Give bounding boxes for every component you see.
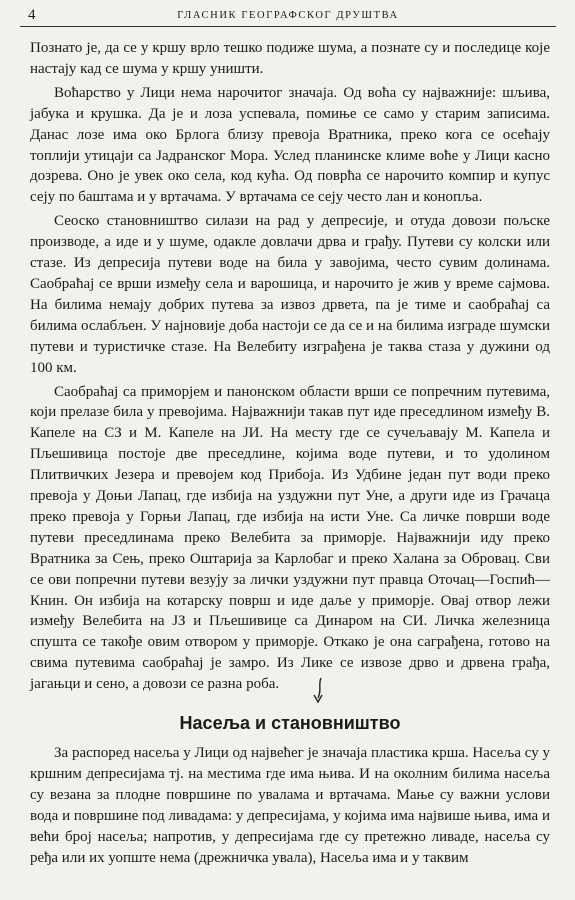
page-number: 4 xyxy=(28,7,36,23)
paragraph: Сеоско становништво силази на рад у депресије, и отуда довози пољске производе, а иде и у шуме, одакле довлачи дрва и грађу. Путеви су колски или стазе. Из депресија путеви воде на била у завојима, често сувим долинама. Саобраћај се врши између села и варошица, и нарочито је жив у време сајмова. На билима немају добрих путева за извоз дрвета, па је тиме и саобраћај са билима ослабљен. У најновије доба настоји се да се и на билима изграде шумски путеви и туристичке стазе. На Велебиту изграђена је таква стаза у дужини од 100 км. xyxy=(30,213,550,376)
running-title: ГЛАСНИК ГЕОГРАФСКОГ ДРУШТВА xyxy=(177,10,399,21)
section-heading: Насеља и становништво xyxy=(179,713,401,734)
paragraph: За распоред насеља у Лици од највећег је значаја пластика крша. Насеља су у кршним депресијама тј. на местима где има њива. И на околним билима насеља су везана за плодне површине по увалама и вртачама. Мање су важни услови вода и површине под ливадама: у депресијама, у којима има највише њива, има и већи број насеља; напротив, у депресијама где су претежно ливаде, насеља су ређа или их уопште нема (дрежничка увала), Насеља има и у таквим xyxy=(30,745,550,866)
page-header xyxy=(20,4,556,27)
paragraph: Познато је, да се у кршу врло тешко подиже шума, а познате су и последице које настају кад се шума у кршу уништи. xyxy=(30,40,550,77)
body-text xyxy=(30,38,550,869)
paragraph: Саобраћај са приморјем и панонском области врши се попречним путевима, који прелазе била у превојима. Најважнији такав пут иде преседлином између В. Капеле на СЗ и М. Капеле на ЈИ. На месту где се сучељавају М. Капела и Пљешивица постоје две преседлине, којима воде путеви, и то удолином Плитвичких Језера и превојем код Прибоја. Из Удбине један пут води преко превоја у Доњи Лапац, где избија на уздужни пут Уне, а други иде из Грачаца преко превоја у Горњи Лапац, где избија на исти Уне. Са личке површи воде путеви преседлинама преко Велебита за приморје. Најважнији иду преко Вратника за Сењ, преко Оштарија за Карлобаг и преко Халана за Обровац. Сви се ови попречни путеви везују за лички уздужни пут правца Оточац—Госпић—Книн. Он избија на котарску површ и иде даље у приморје. Овај отвор лежи између Велебита на ЈЗ и Пљешивице са Динаром на СИ. Личка железница спушта се такође овим отвором у приморје. Откако је она саграђена, готово на свима путевима саобраћај је замро. Из Лике се извозе дрво и дрвена грађа, јагањци и сено, а довози се разна роба. xyxy=(30,383,550,693)
paragraph: Воћарство у Лици нема нарочитог значаја. Од воћа су најважније: шљива, јабука и крушка. Да је и лоза успевала, помиње се само у старим записима. Данас лозе има око Брлога близу превоја Вратника, преко кога се осећају топлији утицаји са Јадранског Мора. Услед планинске климе воће у Лици касно дозрева. Оно је увек око села, код кућа. Од поврћа се нарочито компир и купус сеју по баштама и у вртачама. У вртачама се сеју често лан и конопља. xyxy=(30,84,550,206)
handwritten-arrow-mark xyxy=(312,676,326,706)
